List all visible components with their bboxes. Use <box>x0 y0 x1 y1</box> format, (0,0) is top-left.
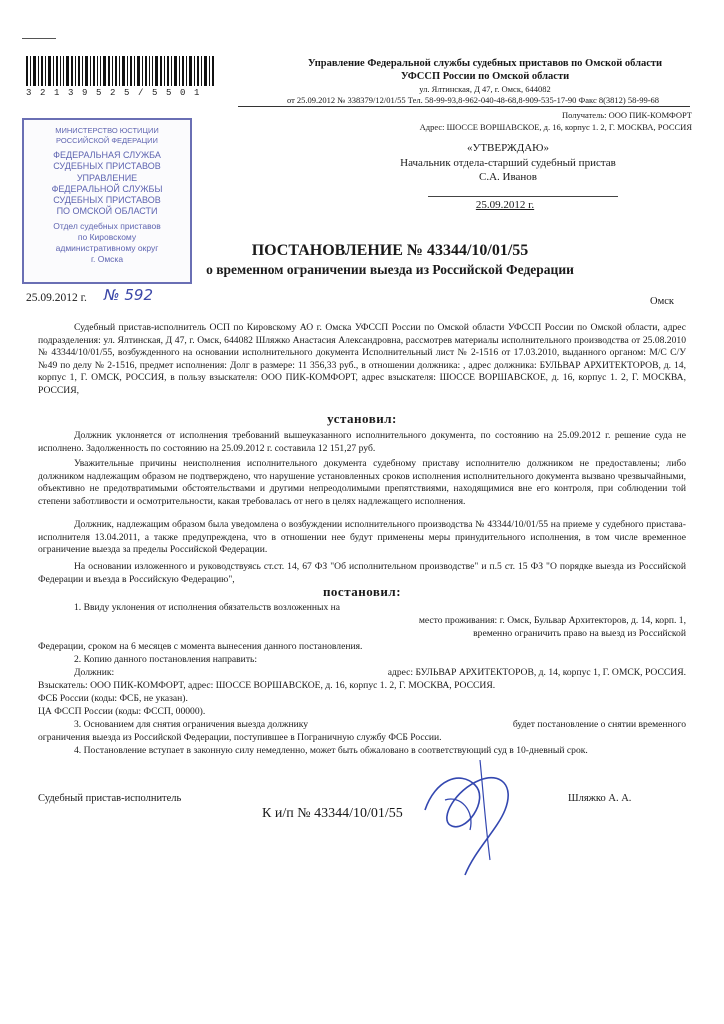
established-paragraph: Уважительные причины неисполнения исполнительного документа судебному приставу исполнителю должником не предоставлены; либо должником надлежащим образом не подтверждено, что нарушение установленных сроков исполнения исполнительного документа вызвано чрезвычайными, объективно не предотвратимыми обстоятельствами и другими непреодолимыми препятствиями, находящимися вне его контроля, при соблюдении той степени заботливости и осмотрительности, какая требовалась от него в целях надлежащего исполнения. <box>38 458 686 507</box>
header-divider <box>238 106 690 107</box>
approval-position: Начальник отдела-старший судебный пристав <box>400 157 616 169</box>
resolved-item: Взыскатель: ООО ПИК-КОМФОРТ, адрес: ШОССЕ ВОРШАВСКОЕ, д. 16, корпус 1. 2, Г. МОСКВА, РОССИЯ. <box>38 680 496 691</box>
stamp-line: административному округ <box>55 243 159 253</box>
resolved-item: ФСБ России (коды: ФСБ, не указан). <box>38 693 188 704</box>
resolved-item: Должник: <box>74 667 115 678</box>
resolved-item: место проживания: г. Омск, Бульвар Архитекторов, д. 14, корп. 1, <box>418 615 686 626</box>
stamp-date: 25.09.2012 г. <box>26 292 87 304</box>
stamp-number: № 592 <box>104 286 153 304</box>
resolved-item: 3. Основанием для снятия ограничения выезда должнику <box>74 719 309 730</box>
resolved-item: 2. Копию данного постановления направить: <box>74 654 258 665</box>
org-address: ул. Ялтинская, Д 47, г. Омск, 644082 <box>419 84 551 94</box>
intro-paragraph: Судебный пристав-исполнитель ОСП по Кировскому АО г. Омска УФССП России по Омской области УФССП России по Омской области, адрес подразделения: ул. Ялтинская, Д 47, г. Омск, 644082 Шляжко Анастасия Александровна, рассмотрев материалы исполнительного производства от 25.08.2010 № 43344/10/01/55, возбужденного на основании исполнительного документа Исполнительный лист № 2-1516 от 17.03.2010, выданного органом: М/С С/У №49 по делу № 2-1516, предмет исполнения: Долг в размере: 11 356,33 руб., в отношении должника: , адрес должника: БУЛЬВАР АРХИТЕКТОРОВ, д. 14, корпус 1, Г. ОМСК, РОССИЯ, в пользу взыскателя: ООО ПИК-КОМФОРТ, адрес взыскателя: ШОССЕ ВОРШАВСКОЕ, д. 16, корпус 1. 2, Г. МОСКВА, РОССИЯ, <box>38 322 686 396</box>
top-mark <box>22 38 56 39</box>
registration-line: от 25.09.2012 № 338379/12/01/55 Тел. 58-99-93,8-962-040-48-68,8-909-535-17-90 Факс 8(3812) 58-99-68 <box>286 95 660 105</box>
document-title: ПОСТАНОВЛЕНИЕ № 43344/10/01/55 <box>251 242 529 259</box>
established-paragraph: На основании изложенного и руководствуясь ст.ст. 14, 67 ФЗ "Об исполнительном производстве" и п.5 ст. 15 ФЗ "О порядке выезда из Российской Федерации и въезда в Российскую Федерацию", <box>38 561 686 585</box>
signatory-role: Судебный пристав-исполнитель <box>38 793 182 804</box>
stamp-line: ПО ОМСКОЙ ОБЛАСТИ <box>56 206 158 216</box>
stamp-line: ФЕДЕРАЛЬНОЙ СЛУЖБЫ <box>51 184 163 194</box>
recipient-name: Получатель: ООО ПИК-КОМФОРТ <box>561 110 692 120</box>
resolved-item: ограничения выезда из Российской Федерации, поступившее в Пограничную службу ФСБ России. <box>38 732 442 743</box>
org-short-name: УФССП России по Омской области <box>400 71 570 82</box>
stamp-line: по Кировскому <box>77 232 137 242</box>
stamp-line: Отдел судебных приставов <box>53 221 161 231</box>
stamp-line: МИНИСТЕРСТВО ЮСТИЦИИ <box>55 126 159 135</box>
signatory-name: Шляжко А. А. <box>568 793 632 804</box>
resolved-item: 4. Постановление вступает в законную силу немедленно, может быть обжаловано в соответствующий суд в 10-дневный срок. <box>74 745 588 756</box>
resolved-item: Федерации, сроком на 6 месяцев с момента вынесения данного постановления. <box>38 641 363 652</box>
city: Омск <box>650 296 674 307</box>
heading-resolved: постановил: <box>322 584 402 599</box>
stamp-line: СУДЕБНЫХ ПРИСТАВОВ <box>53 195 161 205</box>
recipient-address: Адрес: ШОССЕ ВОРШАВСКОЕ, д. 16, корпус 1. 2, Г. МОСКВА, РОССИЯ <box>419 122 692 132</box>
resolved-item: 1. Ввиду уклонения от исполнения обязательств возложенных на <box>74 602 341 613</box>
document-subtitle: о временном ограничении выезда из Российской Федерации <box>206 262 574 277</box>
barcode-number: 3 2 1 3 9 5 2 5 / 5 5 0 1 <box>26 88 202 98</box>
established-paragraph: Должник, надлежащим образом была уведомлена о возбуждении исполнительного производства № 43344/10/01/55 на приеме у судебного пристава-исполнителя 13.04.2011, а также предупреждена, что в отношении нее будут применены меры принудительного исполнения, в том числе временное ограничение выезда за пределы Российской Федерации. <box>38 519 686 556</box>
signature-icon <box>405 740 525 880</box>
stamp-line: СУДЕБНЫХ ПРИСТАВОВ <box>53 161 161 171</box>
approval-name: С.А. Иванов <box>479 171 537 183</box>
resolved-item: временно ограничить право на выезд из Российской <box>473 628 686 639</box>
stamp-line: РОССИЙСКОЙ ФЕДЕРАЦИИ <box>56 136 158 145</box>
heading-established: установил: <box>327 411 397 426</box>
resolved-item: ЦА ФССП России (коды: ФССП, 00000). <box>38 706 206 717</box>
approval-signature-line <box>428 196 618 197</box>
stamp-line: УПРАВЛЕНИЕ <box>76 173 138 183</box>
established-paragraph: Должник уклоняется от исполнения требований вышеуказанного исполнительного документа, по состоянию на 25.09.2012 г. решение суда не исполнено. Задолженность по состоянию на 25.09.2012 г. составила 12 151,27 руб. <box>38 430 686 454</box>
barcode-icon <box>26 56 216 86</box>
case-reference: К и/п № 43344/10/01/55 <box>262 806 403 821</box>
org-name: Управление Федеральной службы судебных приставов по Омской области <box>307 58 663 69</box>
stamp-line: г. Омска <box>90 254 124 264</box>
stamp-line: ФЕДЕРАЛЬНАЯ СЛУЖБА <box>53 150 161 160</box>
approval-heading: «УТВЕРЖДАЮ» <box>467 142 549 154</box>
resolved-item: будет постановление о снятии временного <box>512 719 686 730</box>
approval-date: 25.09.2012 г. <box>475 199 535 211</box>
resolved-item: адрес: БУЛЬВАР АРХИТЕКТОРОВ, д. 14, корпус 1, Г. ОМСК, РОССИЯ. <box>387 667 686 678</box>
